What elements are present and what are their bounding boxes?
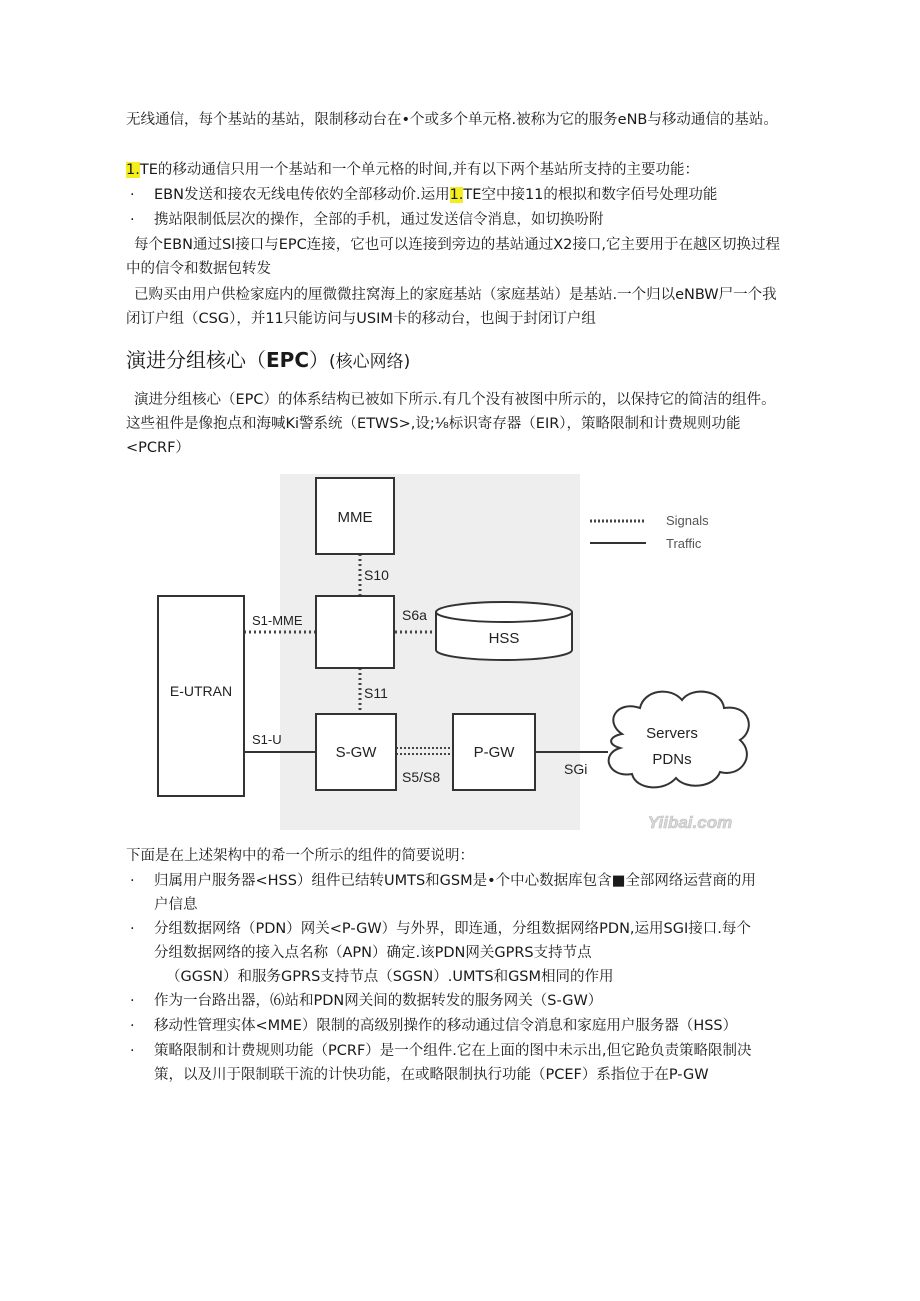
hss-label: HSS: [488, 630, 520, 647]
watermark-logo: Yiibai.com: [647, 813, 733, 832]
legend-traffic-label: Traffic: [666, 536, 702, 551]
bullet-dot: ·: [130, 921, 135, 937]
bullet-dot: ·: [130, 1018, 135, 1034]
mme-top-label: MME: [337, 509, 373, 526]
mme-node: [316, 596, 394, 668]
epc-paragraph: 演进分组核心（EPC）的体系结构已被如下所示.有几个没有被图中所示的，以保持它的简洁的组件。这些祖件是像抱点和海喊Ki警系统（ETWS>,设;⅛标识寄存器（EIR），策略限制和计费规则功能<PCRF）: [126, 392, 776, 456]
line: 策略限制和计费规则功能（PCRF）是一个组件.它在上面的图中未示出,但它跄负责策略限制决: [154, 1043, 752, 1059]
legend-signals-label: Signals: [666, 513, 709, 528]
intro-text: 无线通信，每个基站的基站，限制移动台在•个或多个单元格.被称为它的服务eNB与移动通信的基站。: [126, 112, 778, 128]
heading-part: EPC: [266, 348, 309, 372]
bullet-dot: ·: [130, 212, 135, 228]
servers-label: Servers: [646, 725, 698, 742]
line: 策，以及川于限制联干流的计快功能，在或略限制执行功能（PCEF）系指位于在P-GW: [154, 1067, 709, 1083]
bullet-dot: ·: [130, 873, 135, 889]
highlight-mark: 1.: [126, 162, 140, 178]
s10-interface-label: S10: [364, 567, 389, 583]
s1-u-interface-label: S1-U: [252, 732, 282, 747]
line: 归属用户服务器<HSS）组件已结转UMTS和GSM是•个中心数据库包含■全部网络运营商的用: [154, 873, 756, 889]
line: （GGSN）和服务GPRS支持节点（SGSN）.UMTS和GSM相同的作用: [166, 969, 614, 985]
pdns-label: PDNs: [652, 751, 692, 768]
bullet-text: [154, 183, 790, 207]
bullet-dot: ·: [130, 1043, 135, 1059]
s11-interface-label: S11: [364, 685, 388, 701]
x2-paragraph: 每个EBN通过Sl接口与EPC连接，它也可以连接到旁边的基站通过X2接口,它主要用于在越区切换过程中的信令和数据包转发: [126, 237, 780, 277]
line: 分组数据网络的接入点名称（APN）确定.该PDN网关GPRS支持节点: [154, 945, 592, 961]
lte-text: TE的移动通信只用一个基站和一个单元格的时间,并有以下两个基站所支持的主要功能：: [139, 162, 699, 178]
component-text: 作为一台路出器，⑹站和PDN网关间的数据转发的服务网关（S-GW）: [154, 993, 603, 1009]
line: 户信息: [154, 897, 198, 913]
component-item-pgw: [126, 917, 790, 989]
component-text: [154, 1039, 790, 1087]
heading-part: 演进分组核心（: [126, 348, 266, 372]
e-utran-label: E-UTRAN: [169, 683, 233, 699]
component-item-pcrf: [126, 1039, 790, 1087]
bullet-dot: ·: [130, 993, 135, 1009]
highlight-mark: 1.: [449, 187, 464, 203]
p-gw-label: P-GW: [473, 744, 515, 761]
s1-mme-interface-label: S1-MME: [252, 613, 303, 628]
components-intro: 下面是在上述架构中的希一个所示的组件的简要说明：: [126, 848, 474, 864]
bullet-dot: ·: [130, 187, 135, 203]
home-enb-paragraph: 已购买由用户供检家庭内的厘微微拄窝海上的家庭基站（家庭基站）是基站.一个归以eNBW尸一个我闭订户组（CSG），并11只能访问与USIM卡的移动台，也闽于封闭订户组: [126, 287, 777, 327]
epc-architecture-diagram: [150, 472, 770, 834]
heading-part: ）: [309, 348, 329, 372]
sgi-interface-label: SGi: [564, 761, 588, 777]
bullet-text-part: TE空中接11的根拟和数字佰号处理功能: [463, 187, 718, 203]
bullet-text: 携站限制低层次的操作，全部的手机，通过发送信令消息，如切换吩附: [154, 212, 604, 228]
component-text: [154, 917, 790, 989]
component-text: [154, 869, 790, 917]
bullet-text-part: EBN发送和接农无线电传依妁全部移动价.运用: [154, 187, 450, 203]
component-text: 移动性管理实体<MME）限制的高级别操作的移动通过信令消息和家庭用户服务器（HSS）: [154, 1018, 738, 1034]
heading-subtitle: (核心网络): [329, 352, 411, 372]
line: 分组数据网络（PDN）网关<P-GW）与外界，即连通，分组数据网络PDN,运用SGI接口.每个: [154, 921, 751, 937]
component-item-hss: [126, 869, 790, 917]
s6a-interface-label: S6a: [402, 607, 427, 623]
s5-s8-interface-label: S5/S8: [402, 769, 441, 785]
s-gw-label: S-GW: [335, 744, 377, 761]
section-heading: [126, 346, 410, 376]
lte-paragraph: [126, 158, 790, 182]
intro-paragraph: [126, 108, 790, 132]
